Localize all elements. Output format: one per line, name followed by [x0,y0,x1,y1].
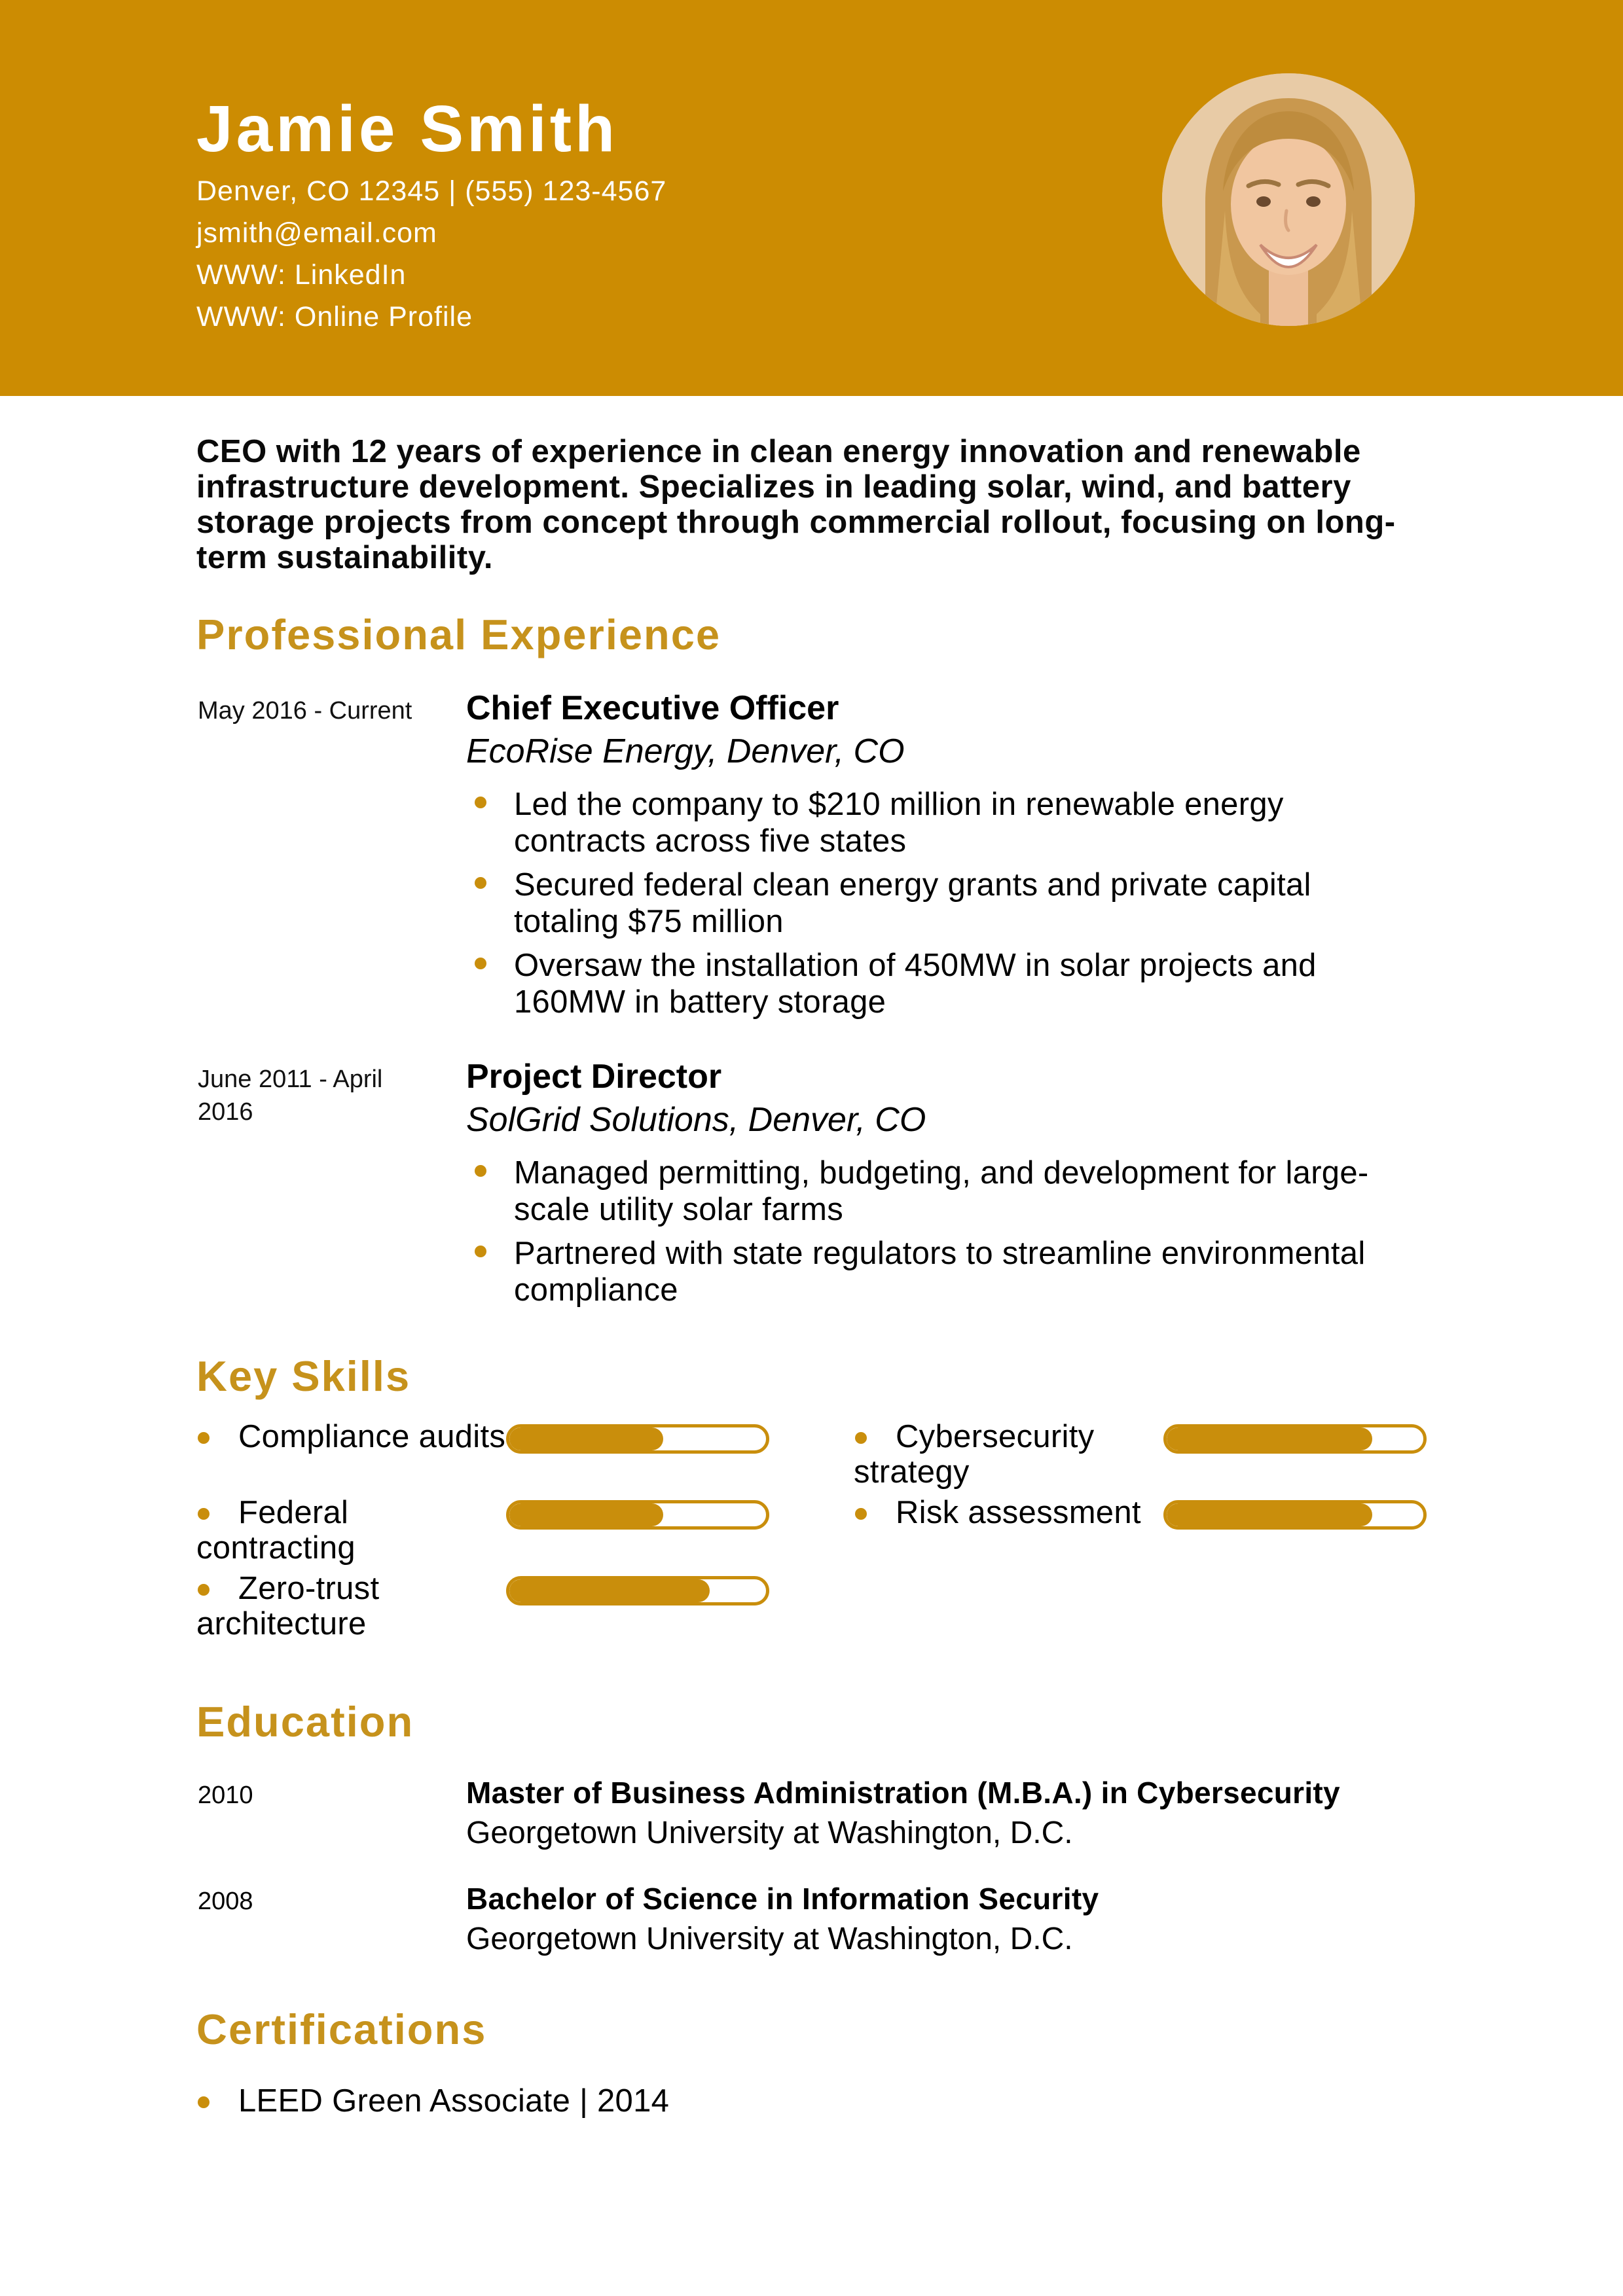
skill-level-bar [506,1500,769,1530]
skill-level-fill [509,1579,710,1602]
education-year: 2008 [198,1888,253,1915]
bullet-icon [855,1508,867,1520]
skill-level-fill [1167,1427,1372,1450]
skill-label [854,1495,1163,1530]
job-bullet [466,947,1383,1020]
education-school: Georgetown University at Washington, D.C. [466,1922,1073,1956]
job-bullet [466,1235,1383,1308]
job-bullet [466,867,1383,940]
skill-level-fill [509,1503,663,1526]
bullet-icon [198,1432,210,1444]
education-details [466,1774,1427,1852]
certification-item [196,2083,1427,2119]
job-dates: June 2011 - April 2016 [198,1066,383,1126]
education-entry-1 [196,1774,1427,1852]
job-bullet-list [466,786,1427,1020]
job-details [466,1056,1427,1316]
resume-body [0,434,1623,2119]
bullet-text: Partnered with state regulators to streamline environmental compliance [514,1236,1366,1308]
job-company: EcoRise Energy, Denver, CO [466,732,905,770]
skill-level-fill [1167,1503,1372,1526]
online-profile-link[interactable]: WWW: Online Profile [196,301,473,332]
skill-item-risk-assessment [854,1495,1427,1566]
education-school: Georgetown University at Washington, D.C. [466,1816,1073,1850]
skills-grid [196,1419,1427,1641]
job-entry-1 [196,688,1427,1028]
bullet-icon [475,797,486,808]
skill-name: Risk assessment [896,1495,1141,1530]
job-company: SolGrid Solutions, Denver, CO [466,1101,926,1139]
education-entry-2 [196,1880,1427,1958]
bullet-icon [198,1508,210,1520]
skill-label [196,1495,506,1566]
skill-label [854,1419,1163,1490]
job-entry-2 [196,1056,1427,1316]
bullet-text: Oversaw the installation of 450MW in solar projects and 160MW in battery storage [514,948,1317,1020]
bullet-text: Secured federal clean energy grants and private capital totaling $75 million [514,867,1311,939]
section-heading-experience: Professional Experience [196,611,721,658]
skill-name: Compliance audits [238,1419,506,1454]
bullet-icon [475,958,486,969]
education-degree: Bachelor of Science in Information Security [466,1882,1099,1916]
job-bullet-list [466,1155,1427,1308]
certification-text: LEED Green Associate | 2014 [238,2083,670,2119]
bullet-icon [475,1165,486,1177]
job-bullet [466,1155,1383,1228]
skill-label [196,1571,506,1641]
skill-level-bar [506,1424,769,1454]
education-year: 2010 [198,1782,253,1809]
job-title: Project Director [466,1058,722,1096]
skill-level-bar [1163,1500,1427,1530]
skill-item-compliance-audits [196,1419,769,1490]
education-details [466,1880,1427,1958]
bullet-text: Managed permitting, budgeting, and development for large-scale utility solar farms [514,1155,1369,1227]
skill-level-bar [506,1576,769,1605]
skill-label [196,1419,506,1454]
bullet-icon [855,1432,867,1444]
section-heading-education: Education [196,1698,414,1746]
linkedin-link[interactable]: WWW: LinkedIn [196,259,407,291]
email: jsmith@email.com [196,217,437,249]
bullet-icon [198,1584,210,1596]
job-title: Chief Executive Officer [466,689,839,727]
skill-item-zero-trust-architecture [196,1571,769,1641]
bullet-text: Led the company to $210 million in renewable energy contracts across five states [514,787,1284,859]
job-dates: May 2016 - Current [198,697,412,725]
education-degree: Master of Business Administration (M.B.A.) in Cybersecurity [466,1776,1340,1810]
job-bullet [466,786,1383,859]
skill-name: Cybersecurity strategy [854,1419,1095,1490]
skill-item-federal-contracting [196,1495,769,1566]
skill-level-bar [1163,1424,1427,1454]
location-phone: Denver, CO 12345 | (555) 123-4567 [196,175,667,207]
skill-item-cybersecurity-strategy [854,1419,1427,1490]
summary-text: CEO with 12 years of experience in clean energy innovation and renewable infrastructure development. Specializes in leading solar, wind, and battery storage projects from concept through commercial rollout, focusing on long-term sustainability. [196,434,1396,575]
bullet-icon [475,1246,486,1257]
skill-name: Zero-trust architecture [196,1571,380,1641]
bullet-icon [475,877,486,889]
section-heading-certifications: Certifications [196,2005,487,2053]
job-details [466,688,1427,1028]
section-heading-skills: Key Skills [196,1352,411,1400]
profile-photo [1162,73,1415,326]
header-band [0,0,1623,396]
skill-name: Federal contracting [196,1495,356,1566]
profile-photo-illustration [1162,73,1415,326]
candidate-name: Jamie Smith [196,92,619,166]
bullet-icon [198,2096,210,2108]
skill-level-fill [509,1427,663,1450]
